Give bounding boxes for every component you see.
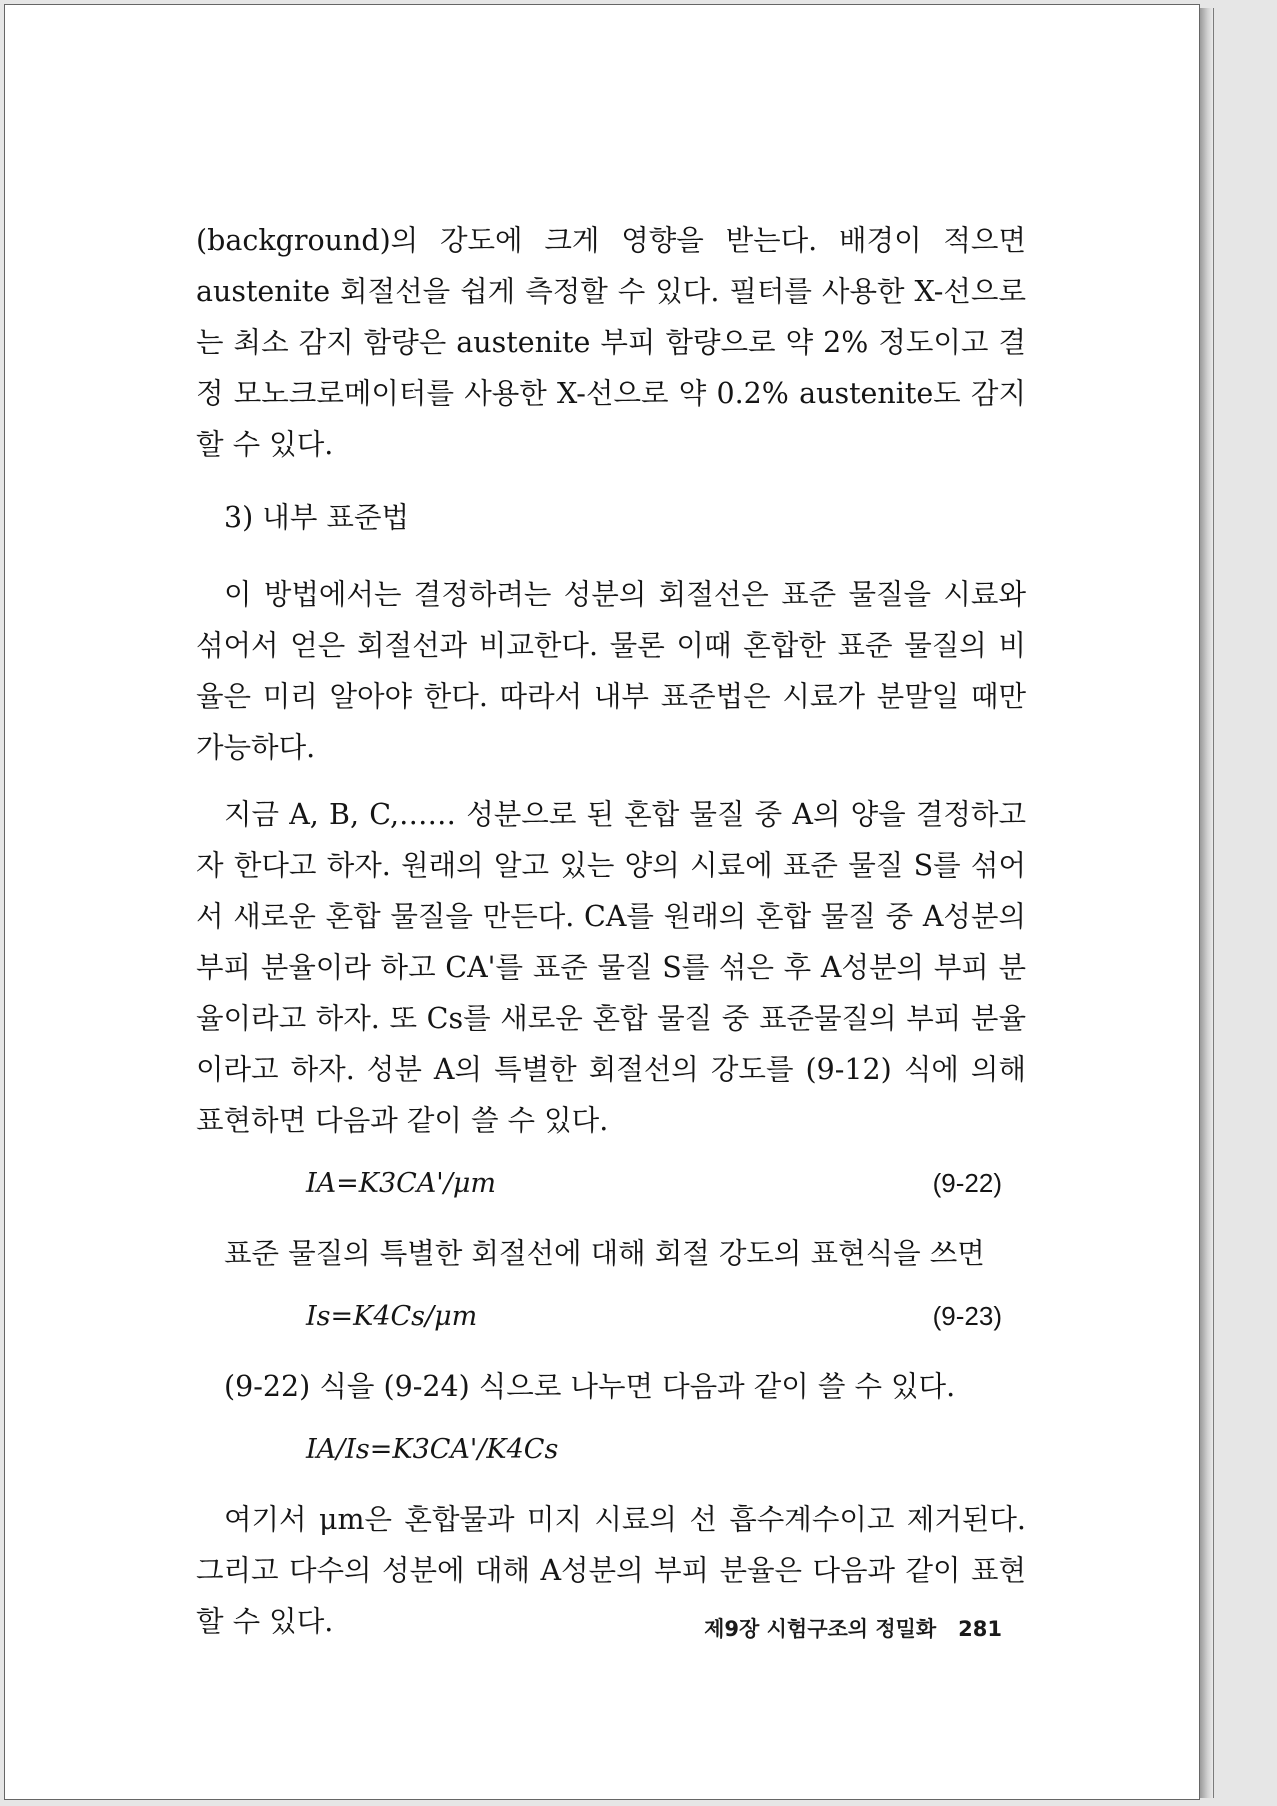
paragraph-conclusion: 여기서 μm은 혼합물과 미지 시료의 선 흡수계수이고 제거된다. 그리고 다수의 성분에 대해 A성분의 부피 분율은 다음과 같이 표현할 수 있다. xyxy=(196,1503,1026,1638)
chapter-title: 제9장 시험구조의 정밀화 xyxy=(704,1617,937,1641)
equation-ratio xyxy=(196,1426,1026,1482)
equation-number: (9-23) xyxy=(932,1301,1002,1331)
equation-number: (9-22) xyxy=(932,1168,1002,1198)
page-number: 281 xyxy=(958,1617,1002,1641)
paragraph-method: 이 방법에서는 결정하려는 성분의 회절선은 표준 물질을 시료와 섞어서 얻은 회절선과 비교한다. 물론 이때 혼합한 표준 물질의 비율은 미리 알아야 한다. 따라서 내부 표준법은 시료가 분말일 때만 가능하다. xyxy=(196,578,1026,764)
equation-formula: IA/Is=K3CA'/K4Cs xyxy=(306,1434,559,1465)
section-heading: 3) 내부 표준법 xyxy=(224,501,410,534)
equation-9-23 xyxy=(196,1293,1026,1349)
equation-formula: Is=K4Cs/μm xyxy=(306,1301,478,1332)
paragraph-derivation: 지금 A, B, C,…… 성분으로 된 혼합 물질 중 A의 양을 결정하고자 한다고 하자. 원래의 알고 있는 양의 시료에 표준 물질 S를 섞어서 새로운 혼합 물질을 만든다. CA를 원래의 혼합 물질 중 A성분의 부피 분율이라 하고 CA'를 표준 물질 S를 섞은 후 A성분의 부피 분율이라고 하자. 또 Cs를 새로운 혼합 물질 중 표준물질의 부피 분율이라고 하자. 성분 A의 특별한 회절선의 강도를 (9-12) 식에 의해 표현하면 다음과 같이 쓸 수 있다. xyxy=(196,798,1026,1137)
equation-9-22 xyxy=(196,1160,1026,1216)
paragraph-standard: 표준 물질의 특별한 회절선에 대해 회절 강도의 표현식을 쓰면 xyxy=(224,1237,985,1270)
page-footer xyxy=(670,1613,1002,1643)
paragraph-background: (background)의 강도에 크게 영향을 받는다. 배경이 적으면 austenite 회절선을 쉽게 측정할 수 있다. 필터를 사용한 X-선으로는 최소 감지 함량은 austenite 부피 함량으로 약 2% 정도이고 결정 모노크로메이터를 사용한 X-선으로 약 0.2% austenite도 감지할 수 있다. xyxy=(196,224,1026,461)
page-body xyxy=(196,215,1026,1647)
paragraph-division: (9-22) 식을 (9-24) 식으로 나누면 다음과 같이 쓸 수 있다. xyxy=(224,1370,956,1403)
equation-formula: IA=K3CA'/μm xyxy=(306,1168,496,1199)
page-stack-edge xyxy=(1200,8,1214,1798)
